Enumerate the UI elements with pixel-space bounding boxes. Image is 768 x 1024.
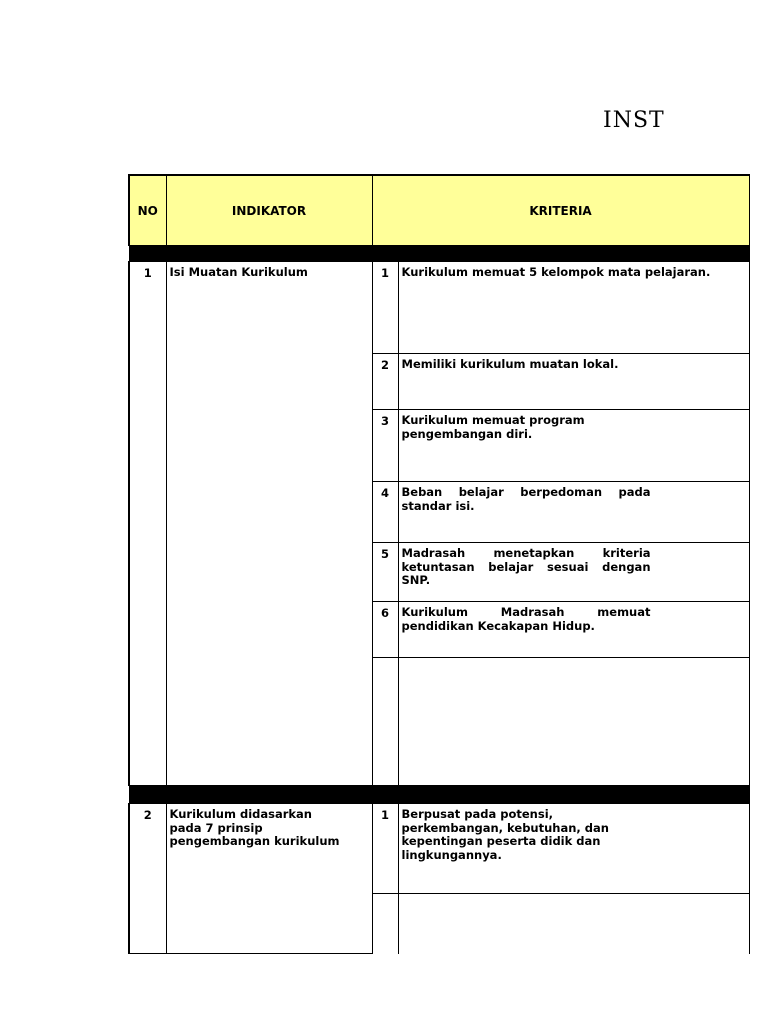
criteria-text: Berpusat pada potensi, perkembangan, kebutuhan, dan kepentingan peserta didik dan lingkungannya. <box>398 804 749 894</box>
section-indikator: Isi Muatan Kurikulum <box>166 262 372 786</box>
table-row <box>129 804 749 894</box>
header-kriteria: KRITERIA <box>372 175 749 246</box>
instrument-table <box>128 174 750 954</box>
criteria-number: 1 <box>372 262 398 354</box>
criteria-text: Kurikulum memuat program pengembangan diri. <box>398 410 749 482</box>
instrument-table-viewport <box>128 174 711 898</box>
header-no: NO <box>129 175 166 246</box>
criteria-number: 5 <box>372 543 398 602</box>
page-title: INST <box>603 108 665 133</box>
criteria-number <box>372 658 398 786</box>
criteria-number: 2 <box>372 354 398 410</box>
criteria-text <box>398 658 749 786</box>
criteria-number: 1 <box>372 804 398 894</box>
criteria-text: Madrasah menetapkan kriteria ketuntasan belajar sesuai dengan SNP. <box>398 543 749 602</box>
section-indikator: Kurikulum didasarkan pada 7 prinsip pengembangan kurikulum <box>166 804 372 954</box>
section-number: 2 <box>129 804 166 954</box>
criteria-text: Memiliki kurikulum muatan lokal. <box>398 354 749 410</box>
header-indikator: INDIKATOR <box>166 175 372 246</box>
table-row <box>129 262 749 354</box>
criteria-text: Kurikulum memuat 5 kelompok mata pelajaran. <box>398 262 749 354</box>
section-number: 1 <box>129 262 166 786</box>
section-separator <box>129 786 749 804</box>
criteria-text: Kurikulum Madrasah memuat pendidikan Kecakapan Hidup. <box>398 602 749 658</box>
criteria-number: 3 <box>372 410 398 482</box>
criteria-number: 6 <box>372 602 398 658</box>
section-separator <box>129 246 749 262</box>
criteria-text: Beban belajar berpedoman pada standar isi. <box>398 482 749 543</box>
table-header-row <box>129 175 749 246</box>
criteria-number: 4 <box>372 482 398 543</box>
